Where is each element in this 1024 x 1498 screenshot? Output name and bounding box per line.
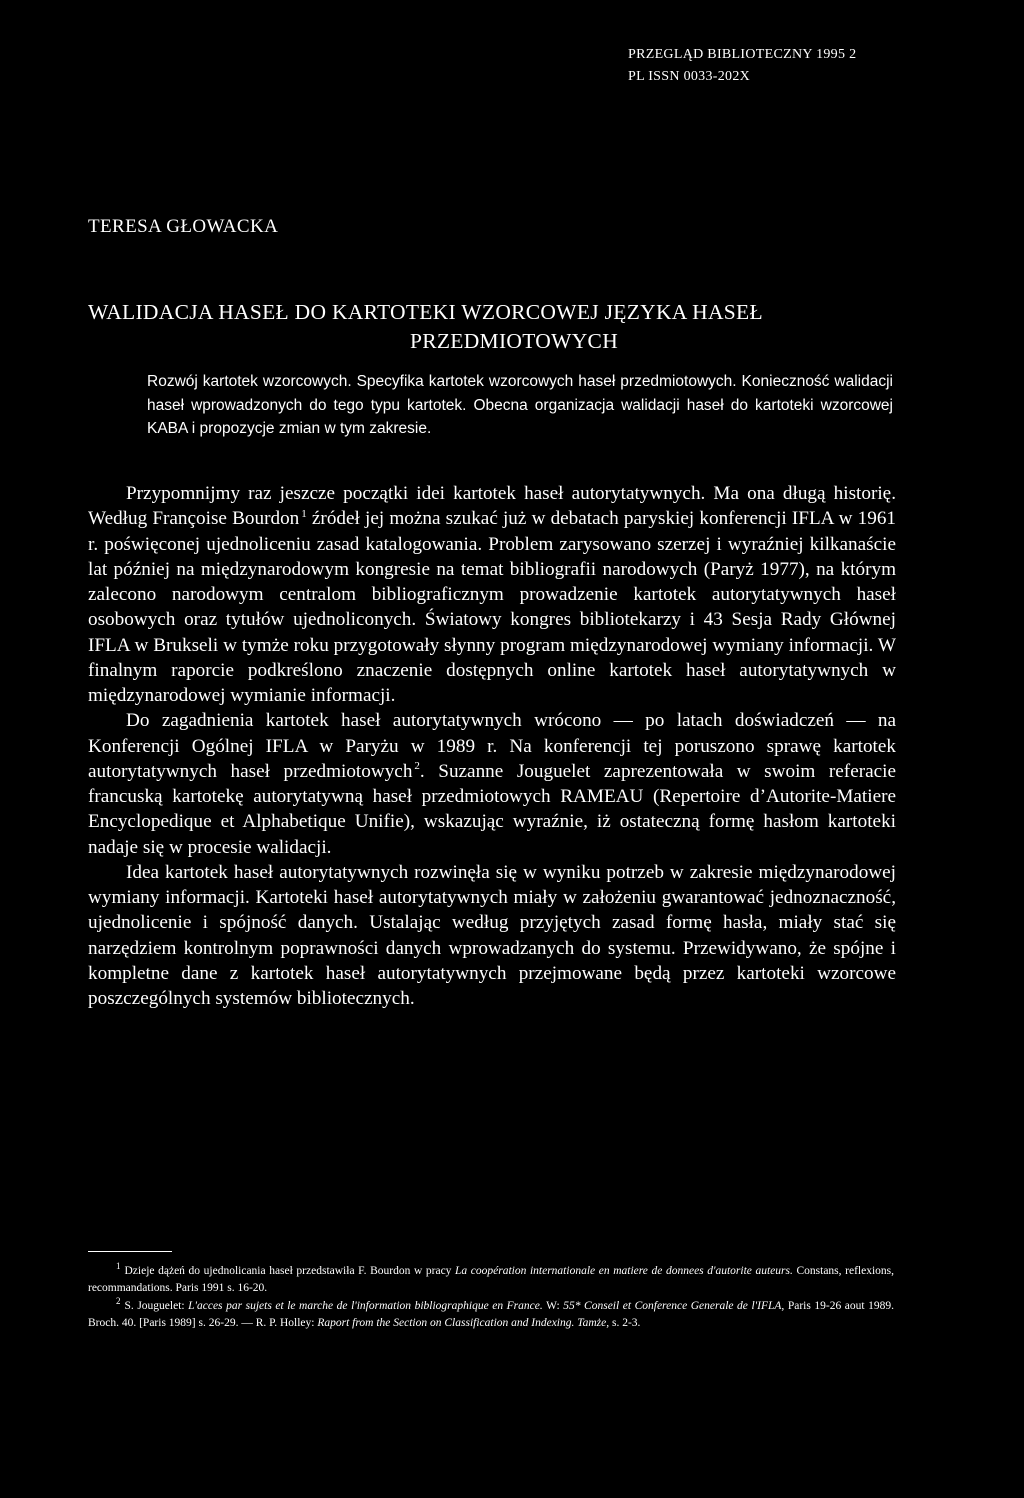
footnote-2-title: L'acces par sujets et le marche de l'information bibliographique en France. xyxy=(188,1299,543,1312)
footnote-1-title: La coopération internationale en matiere de donnees d'autorite auteurs. xyxy=(455,1265,793,1277)
article-title-line-1: WALIDACJA HASEŁ DO KARTOTEKI WZORCOWEJ JĘZYKA HASEŁ xyxy=(88,300,763,324)
article-title xyxy=(88,298,940,356)
footnote-1-text-b: Constans, reflexions, recommandations. Paris 1991 s. 16-20. xyxy=(88,1265,894,1295)
footnotes xyxy=(88,1263,894,1332)
footnote-2-text-a: S. Jouguelet: xyxy=(124,1299,189,1312)
article-title-line-2: PRZEDMIOTOWYCH xyxy=(409,329,619,353)
paragraph-1-text-b: źródeł jej można szukać już w debatach paryskiej konferencji IFLA w 1961 r. poświęconej ujednoliceniu zasad katalogowania. Problem zarysowano szerzej i wyraźniej kilkanaście lat później na międzynarodowym kongresie na temat bibliografii narodowych (Paryż 1977), na którym zalecono narodowym centralom bibliograficznym prowadzenie kartotek autorytatywnych haseł osobowych oraz tytułów ujednoliconych. Światowy kongres bibliotekarzy i 43 Sesja Rady Głównej IFLA w Brukseli w tymże roku przygotowały słynny program międzynarodowej wymiany informacji. W finalnym raporcie podkreślono znaczenie dostępnych online kartotek haseł autorytatywnych w międzynarodowej wymianie informacji. xyxy=(88,508,897,706)
journal-issn: PL ISSN 0033-202X xyxy=(628,69,751,84)
footnote-ref-2: 2 xyxy=(414,760,420,773)
journal-title: PRZEGLĄD BIBLIOTECZNY 1995 2 xyxy=(628,47,857,62)
footnote-divider xyxy=(88,1251,172,1252)
footnote-2 xyxy=(88,1295,894,1333)
footnote-ref-1: 1 xyxy=(301,507,307,520)
paragraph-1-text-a: Przypomnijmy raz jeszcze początki idei kartotek haseł autorytatywnych. Ma ona długą historię. Według Françoise Bourdon xyxy=(88,483,896,530)
paragraph-2-text-b: . Suzanne Jouguelet zaprezentowała w swoim referacie francuską kartotekę autorytatywną haseł przedmiotowych RAMEAU (Repertoire d’Autorite-Matiere Encyclopedique et Alphabetique Unifie), wskazując wyraźnie, iż ostateczną formę hasłom kartoteki nadaje się w procesie walidacji. xyxy=(88,760,896,858)
journal-header xyxy=(628,44,988,88)
footnote-2-conference: 55* Conseil et Conference Generale de l'IFLA, xyxy=(563,1299,785,1312)
paragraph-1 xyxy=(88,481,896,708)
article-body xyxy=(88,481,896,1011)
footnote-2-number: 2 xyxy=(116,1295,121,1306)
footnote-2-report: Raport from the Section on Classification and Indexing. Tamże, xyxy=(317,1316,610,1329)
paragraph-2-text-a: Do zagadnienia kartotek haseł autorytatywnych wrócono — po latach doświadczeń — na Konferencji Ogólnej IFLA w Paryżu w 1989 r. Na konferencji tej poruszono sprawę kartotek autorytatywnych haseł przedmiotowych xyxy=(88,710,896,782)
footnote-1 xyxy=(88,1263,894,1298)
author-name: TERESA GŁOWACKA xyxy=(88,216,279,237)
abstract: Rozwój kartotek wzorcowych. Specyfika kartotek wzorcowych haseł przedmiotowych. Konieczność walidacji haseł wprowadzonych do tego typu kartotek. Obecna organizacja walidacji haseł do kartoteki wzorcowej KABA i propozycje zmian w tym zakresie. xyxy=(147,373,893,438)
footnote-1-text-a: Dzieje dążeń do ujednolicania haseł przedstawiła F. Bourdon w pracy xyxy=(124,1265,456,1277)
footnote-2-text-c: Paris 19-26 aout 1989. Broch. 40. [Paris 1989] s. 26-29. — R. P. Holley: xyxy=(88,1299,894,1329)
footnote-2-text-b: W: xyxy=(542,1299,564,1312)
footnote-1-number: 1 xyxy=(116,1261,121,1272)
paragraph-2 xyxy=(88,708,896,860)
footnote-2-text-d: s. 2-3. xyxy=(609,1316,641,1329)
paragraph-3: Idea kartotek haseł autorytatywnych rozwinęła się w wyniku potrzeb w zakresie międzynarodowej wymiany informacji. Kartoteki haseł autorytatywnych miały w założeniu gwarantować jednoznaczność, ujednolicenie i spójność danych. Ustalając według przyjętych zasad formę hasła, miały stać się narzędziem kontrolnym poprawności danych wprowadzanych do systemu. Przewidywano, że spójne i kompletne dane z kartotek haseł autorytatywnych przejmowane będą przez kartoteki wzorcowe poszczególnych systemów bibliotecznych. xyxy=(88,861,896,1009)
